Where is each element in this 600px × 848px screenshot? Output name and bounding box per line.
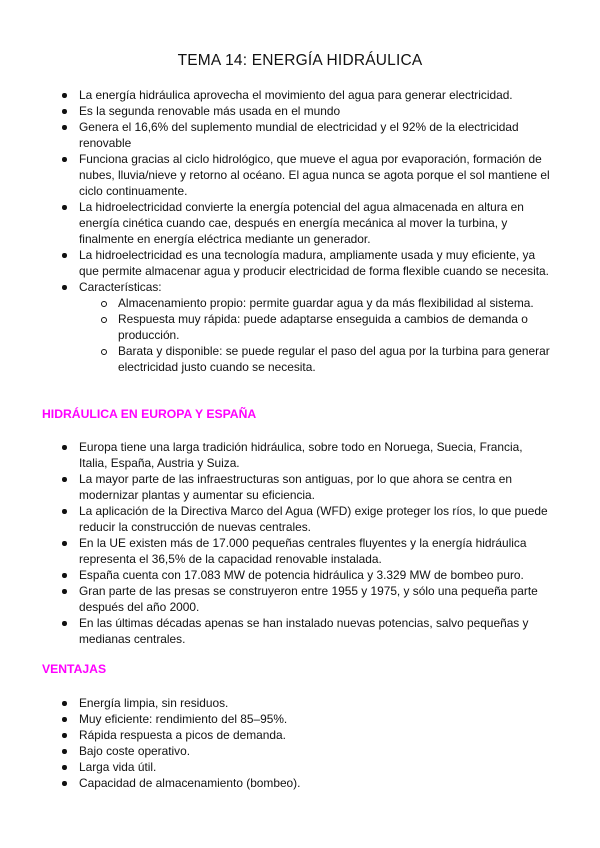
list-item: Genera el 16,6% del suplemento mundial de electricidad y el 92% de la electricidad renovable [58,119,554,151]
list-item: Europa tiene una larga tradición hidráulica, sobre todo en Noruega, Suecia, Francia, Italia, España, Austria y Suiza. [58,439,554,471]
list-item: Funciona gracias al ciclo hidrológico, que mueve el agua por evaporación, formación de nubes, lluvia/nieve y retorno al océano. El agua nunca se agota porque el sol mantiene el ciclo continuamente. [58,151,554,199]
ventajas-list [58,695,554,791]
list-item: En las últimas décadas apenas se han instalado nuevas potencias, salvo pequeñas y medianas centrales. [58,615,554,647]
page-title: TEMA 14: ENERGÍA HIDRÁULICA [177,52,423,69]
list-item: La hidroelectricidad convierte la energía potencial del agua almacenada en altura en energía cinética cuando cae, después en energía mecánica al mover la turbina, y finalmente en energía eléctrica mediante un generador. [58,199,554,247]
sublist-item: Barata y disponible: se puede regular el paso del agua por la turbina para generar electricidad justo cuando se necesita. [79,343,554,375]
europa-list [58,439,554,647]
list-item: Bajo coste operativo. [58,743,554,759]
caracteristicas-sublist [79,295,554,375]
list-item: Muy eficiente: rendimiento del 85–95%. [58,711,554,727]
list-item: Es la segunda renovable más usada en el mundo [58,103,554,119]
sublist-item: Respuesta muy rápida: puede adaptarse enseguida a cambios de demanda o producción. [79,311,554,343]
list-item: En la UE existen más de 17.000 pequeñas centrales fluyentes y la energía hidráulica representa el 36,5% de la capacidad renovable instalada. [58,535,554,567]
list-item: Rápida respuesta a picos de demanda. [58,727,554,743]
list-item: Energía limpia, sin residuos. [58,695,554,711]
list-item: La hidroelectricidad es una tecnología madura, ampliamente usada y muy eficiente, ya que permite almacenar agua y producir electricidad de forma flexible cuando se necesita. [58,247,554,279]
list-item: Larga vida útil. [58,759,554,775]
list-item: La mayor parte de las infraestructuras son antiguas, por lo que ahora se centra en modernizar plantas y aumentar su eficiencia. [58,471,554,503]
section-heading-ventajas: VENTAJAS [42,662,107,676]
list-item: La aplicación de la Directiva Marco del Agua (WFD) exige proteger los ríos, lo que puede reducir la construcción de nuevas centrales. [58,503,554,535]
list-item: Gran parte de las presas se construyeron entre 1955 y 1975, y sólo una pequeña parte después del año 2000. [58,583,554,615]
sublist-item: Almacenamiento propio: permite guardar agua y da más flexibilidad al sistema. [79,295,554,311]
intro-list [58,87,554,375]
caracteristicas-label: Características: [79,280,162,294]
section-heading-europa: HIDRÁULICA EN EUROPA Y ESPAÑA [42,407,257,421]
list-item: La energía hidráulica aprovecha el movimiento del agua para generar electricidad. [58,87,554,103]
list-item-caracteristicas [58,279,554,375]
list-item: Capacidad de almacenamiento (bombeo). [58,775,554,791]
list-item: España cuenta con 17.083 MW de potencia hidráulica y 3.329 MW de bombeo puro. [58,567,554,583]
